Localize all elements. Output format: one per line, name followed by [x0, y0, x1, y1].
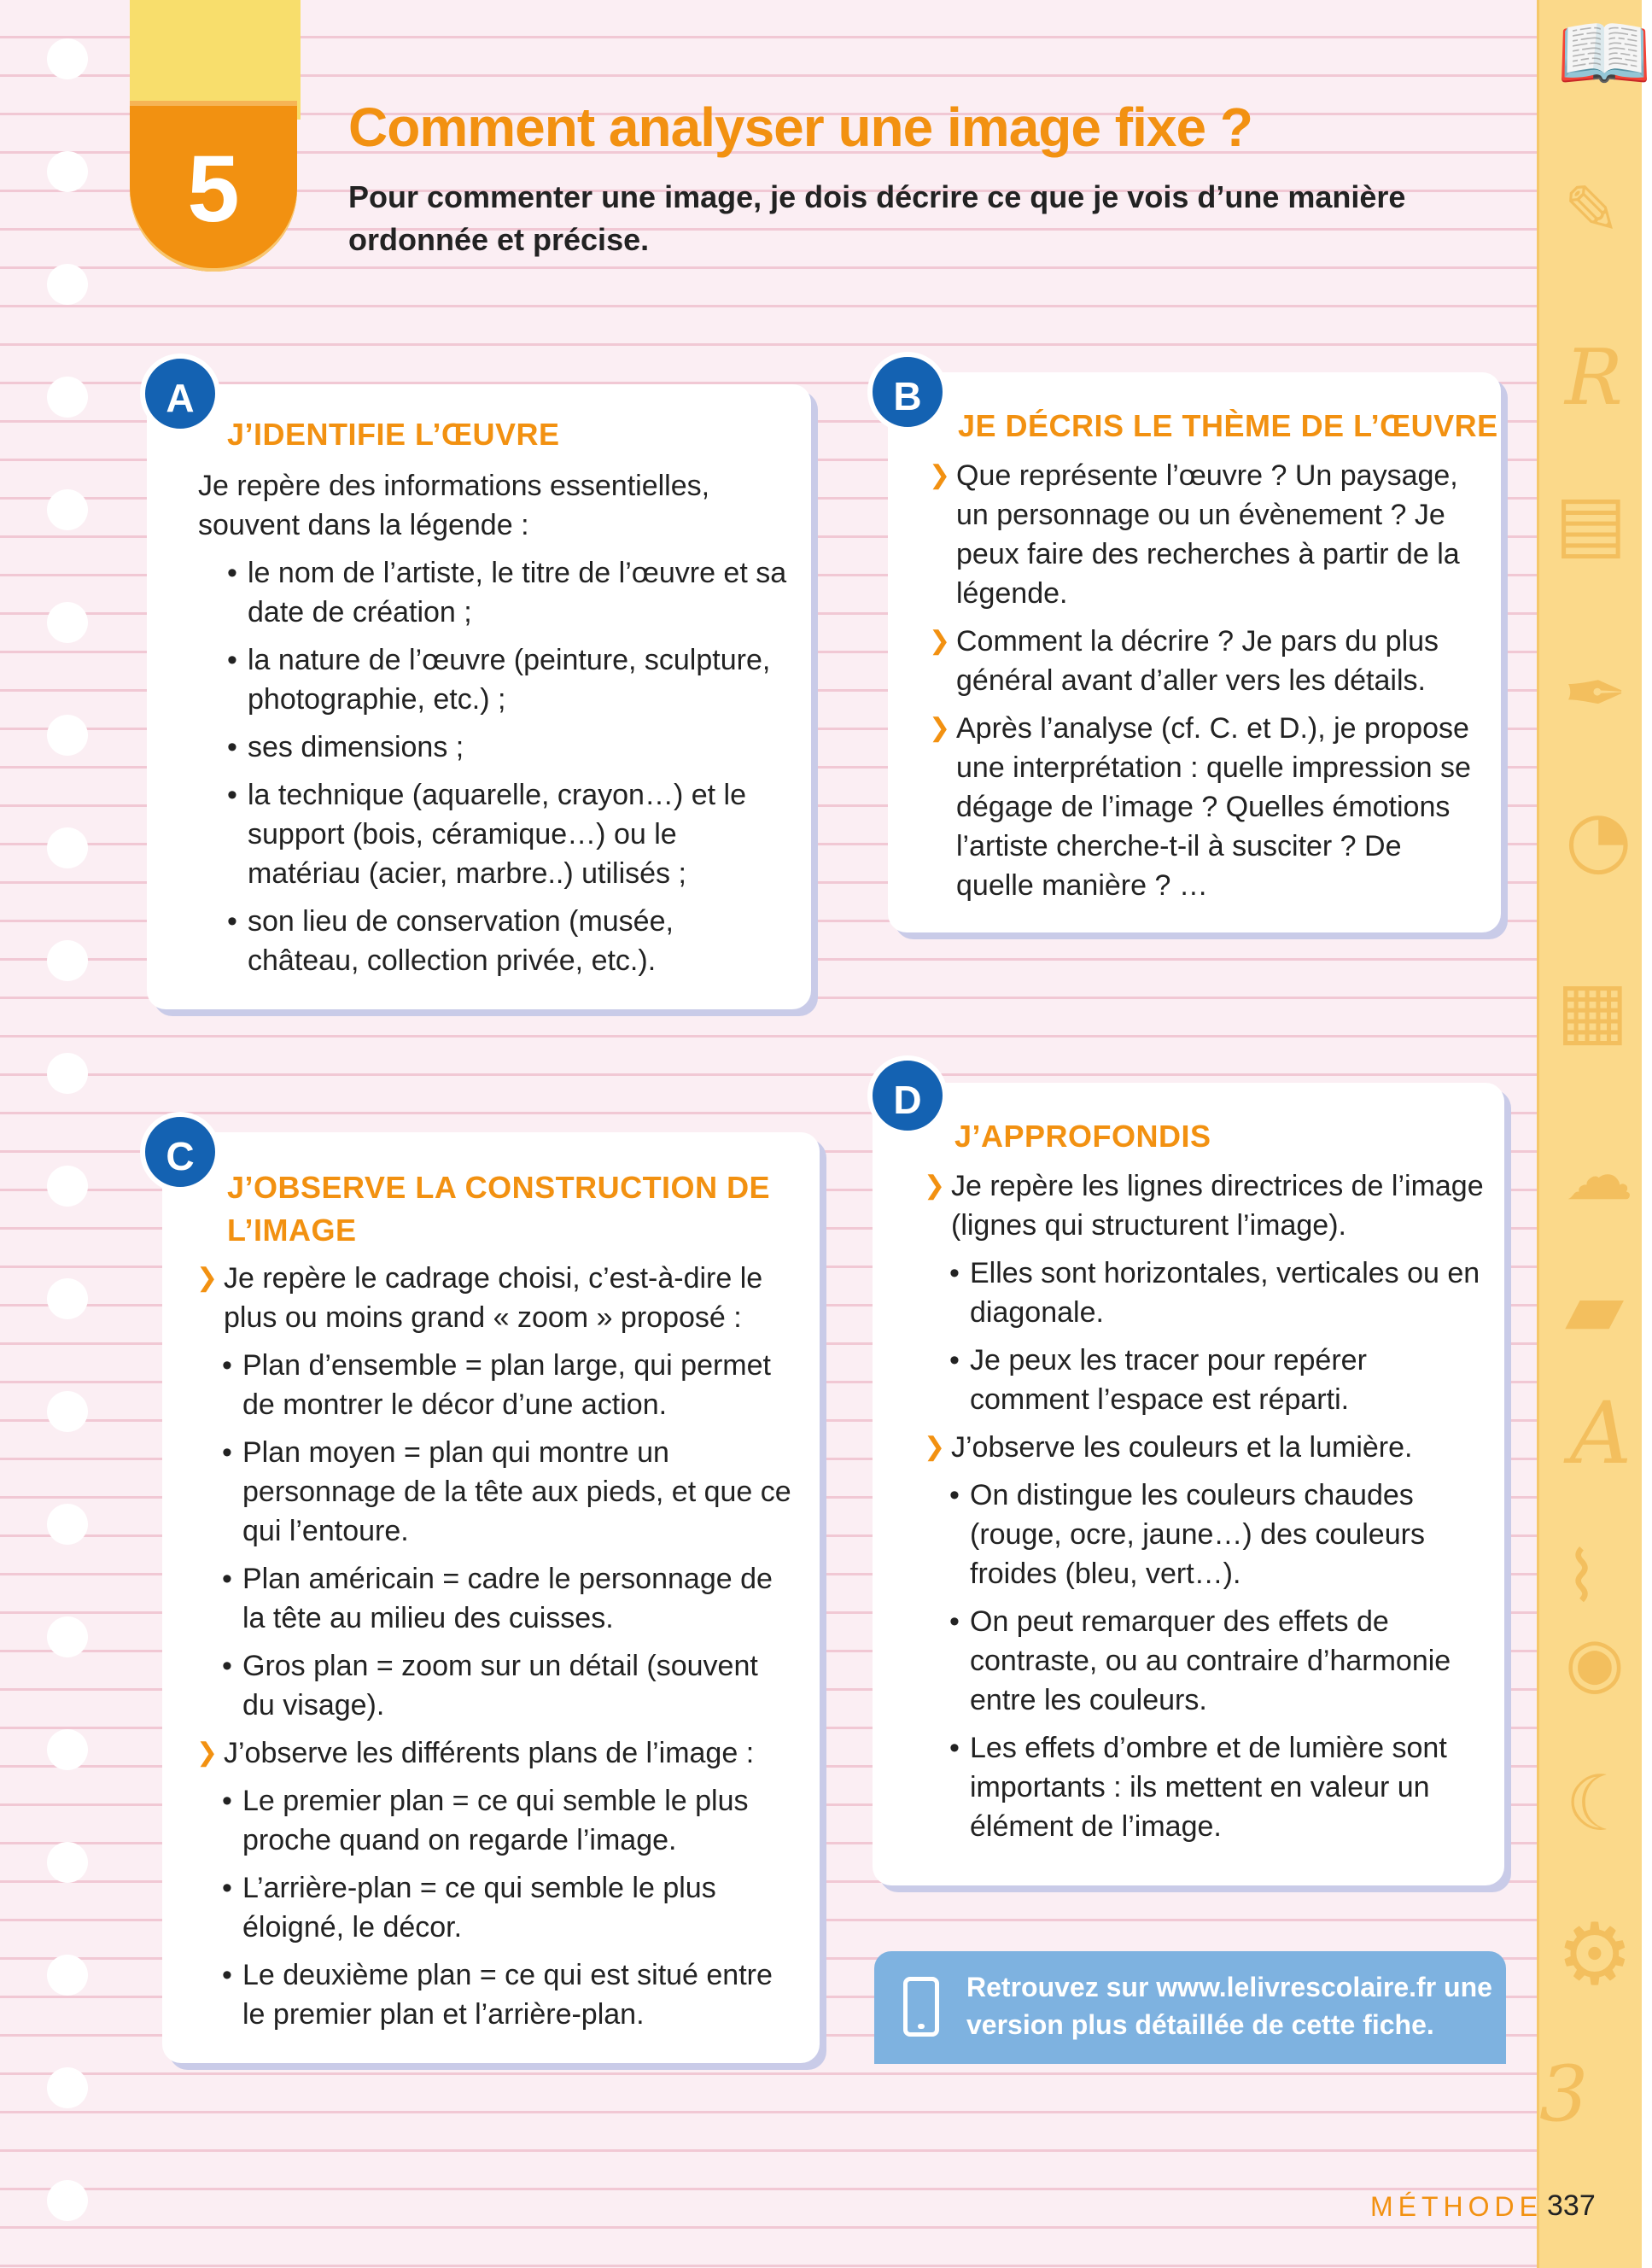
decorative-sidebar: [1537, 0, 1652, 2268]
list-item: • le nom de l’artiste, le titre de l’œuvre et sa date de création ;: [219, 553, 787, 632]
gear-icon: ⚙: [1556, 1904, 1633, 2004]
card-d-section-lines: ❯ Je repère les lignes directrices de l’image (lignes qui structurent l’image).: [924, 1166, 1484, 1245]
list-item: • On distingue les couleurs chaudes (rouge, ocre, jaune…) des couleurs froides (bleu, vert…).: [941, 1476, 1484, 1593]
list-item: • son lieu de conservation (musée, château, collection privée, etc.).: [219, 902, 787, 980]
card-c: [162, 1132, 820, 2063]
card-d-letter-badge: D: [867, 1055, 948, 1136]
list-item: • Les effets d’ombre et de lumière sont importants : ils mettent en valeur un élément de l’image.: [941, 1728, 1484, 1846]
card-a-letter-badge: A: [140, 354, 220, 434]
list-item: • Gros plan = zoom sur un détail (souvent du visage).: [213, 1646, 794, 1725]
card-a-body: [198, 466, 787, 989]
open-book-icon: ▤: [1555, 478, 1628, 568]
card-c-letter-badge: C: [140, 1112, 220, 1192]
page-number: 337: [1547, 2189, 1596, 2222]
website-link-text[interactable]: Retrouvez sur www.lelivrescolaire.fr une version plus détaillée de cette fiche.: [966, 1972, 1492, 2040]
page-title: Comment analyser une image fixe ?: [348, 96, 1252, 158]
moon-star-icon: ☾: [1565, 1759, 1634, 1849]
list-item: • On peut remarquer des effets de contraste, ou au contraire d’harmonie entre les couleurs.: [941, 1602, 1484, 1720]
card-c-title: J’OBSERVE LA CONSTRUCTION DE L’IMAGE: [227, 1170, 771, 1248]
list-item: • L’arrière-plan = ce qui semble le plus éloigné, le décor.: [213, 1868, 794, 1947]
list-item: • Plan moyen = plan qui montre un personnage de la tête aux pieds, et que ce qui l’entoure.: [213, 1433, 794, 1551]
list-item: • Le deuxième plan = ce qui est situé entre le premier plan et l’arrière-plan.: [213, 1955, 794, 2034]
tablet-icon: [903, 1977, 939, 2037]
card-a-intro: Je repère des informations essentielles, souvent dans la légende :: [198, 470, 710, 541]
footer-section-label: MÉTHODE: [1370, 2191, 1543, 2222]
card-c-body: [196, 1259, 794, 2043]
card-c-section-framing: ❯ Je repère le cadrage choisi, c’est-à-dire le plus ou moins grand « zoom » proposé :: [196, 1259, 794, 1337]
list-item: • Plan d’ensemble = plan large, qui permet de montrer le décor d’une action.: [213, 1346, 794, 1424]
website-link-box[interactable]: [874, 1951, 1506, 2064]
card-b: [888, 372, 1501, 932]
card-d-title: J’APPROFONDIS: [954, 1119, 1211, 1154]
list-item: • Je peux les tracer pour repérer comment l’espace est réparti.: [941, 1341, 1484, 1419]
list-item: • Plan américain = cadre le personnage de la tête au milieu des cuisses.: [213, 1559, 794, 1638]
chapter-badge: [130, 101, 297, 272]
page-subtitle: Pour commenter une image, je dois décrire ce que je vois d’une manière ordonnée et précise.: [348, 179, 1406, 257]
list-item: ❯ Comment la décrire ? Je pars du plus général avant d’aller vers les détails.: [929, 622, 1480, 700]
card-b-title: JE DÉCRIS LE THÈME DE L’ŒUVRE: [958, 408, 1498, 443]
list-item: • la nature de l’œuvre (peinture, sculpture, photographie, etc.) ;: [219, 640, 787, 719]
card-a: [147, 384, 811, 1009]
list-item: • ses dimensions ;: [219, 728, 787, 767]
list-item: ❯ Après l’analyse (cf. C. et D.), je propose une interprétation : quelle impression se dégage de l’image ? Quelles émotions l’artiste cherche-t-il à susciter ? De quelle manière ? …: [929, 709, 1480, 905]
list-item: • Elles sont horizontales, verticales ou en diagonale.: [941, 1254, 1484, 1332]
letter-r-icon: R: [1565, 333, 1623, 423]
closed-book-icon: ▰: [1565, 1264, 1625, 1353]
book-icon: 📖: [1556, 9, 1652, 98]
card-b-letter-badge: B: [867, 352, 948, 432]
number-icon: 3: [1539, 2049, 1589, 2139]
list-item: • la technique (aquarelle, crayon…) et le support (bois, céramique…) ou le matériau (acier, marbre..) utilisés ;: [219, 775, 787, 893]
card-d: [873, 1083, 1504, 1885]
list-item: • Le premier plan = ce qui semble le plus proche quand on regarde l’image.: [213, 1781, 794, 1860]
card-c-section-planes: ❯ J’observe les différents plans de l’image :: [196, 1733, 794, 1773]
card-b-body: [929, 456, 1480, 914]
pen-icon: ✒: [1563, 649, 1628, 739]
card-d-body: [924, 1166, 1484, 1855]
binder-holes: [47, 38, 90, 2259]
notepad-icon: ✎: [1563, 171, 1621, 250]
card-d-section-colors: ❯ J’observe les couleurs et la lumière.: [924, 1428, 1484, 1467]
badge-number: 5: [187, 137, 240, 242]
clock-icon: ◔: [1565, 794, 1632, 884]
eye-icon: ◉: [1565, 1622, 1625, 1702]
speech-bubble-icon: ☁: [1565, 1136, 1633, 1215]
chart-icon: ▦: [1556, 965, 1630, 1055]
list-item: ❯ Que représente l’œuvre ? Un paysage, un personnage ou un évènement ? Je peux faire des recherches à partir de la légende.: [929, 456, 1480, 613]
card-a-title: J’IDENTIFIE L’ŒUVRE: [227, 417, 560, 452]
letter-a-icon: A: [1570, 1383, 1632, 1483]
paperclip-icon: ⌇: [1565, 1537, 1599, 1616]
